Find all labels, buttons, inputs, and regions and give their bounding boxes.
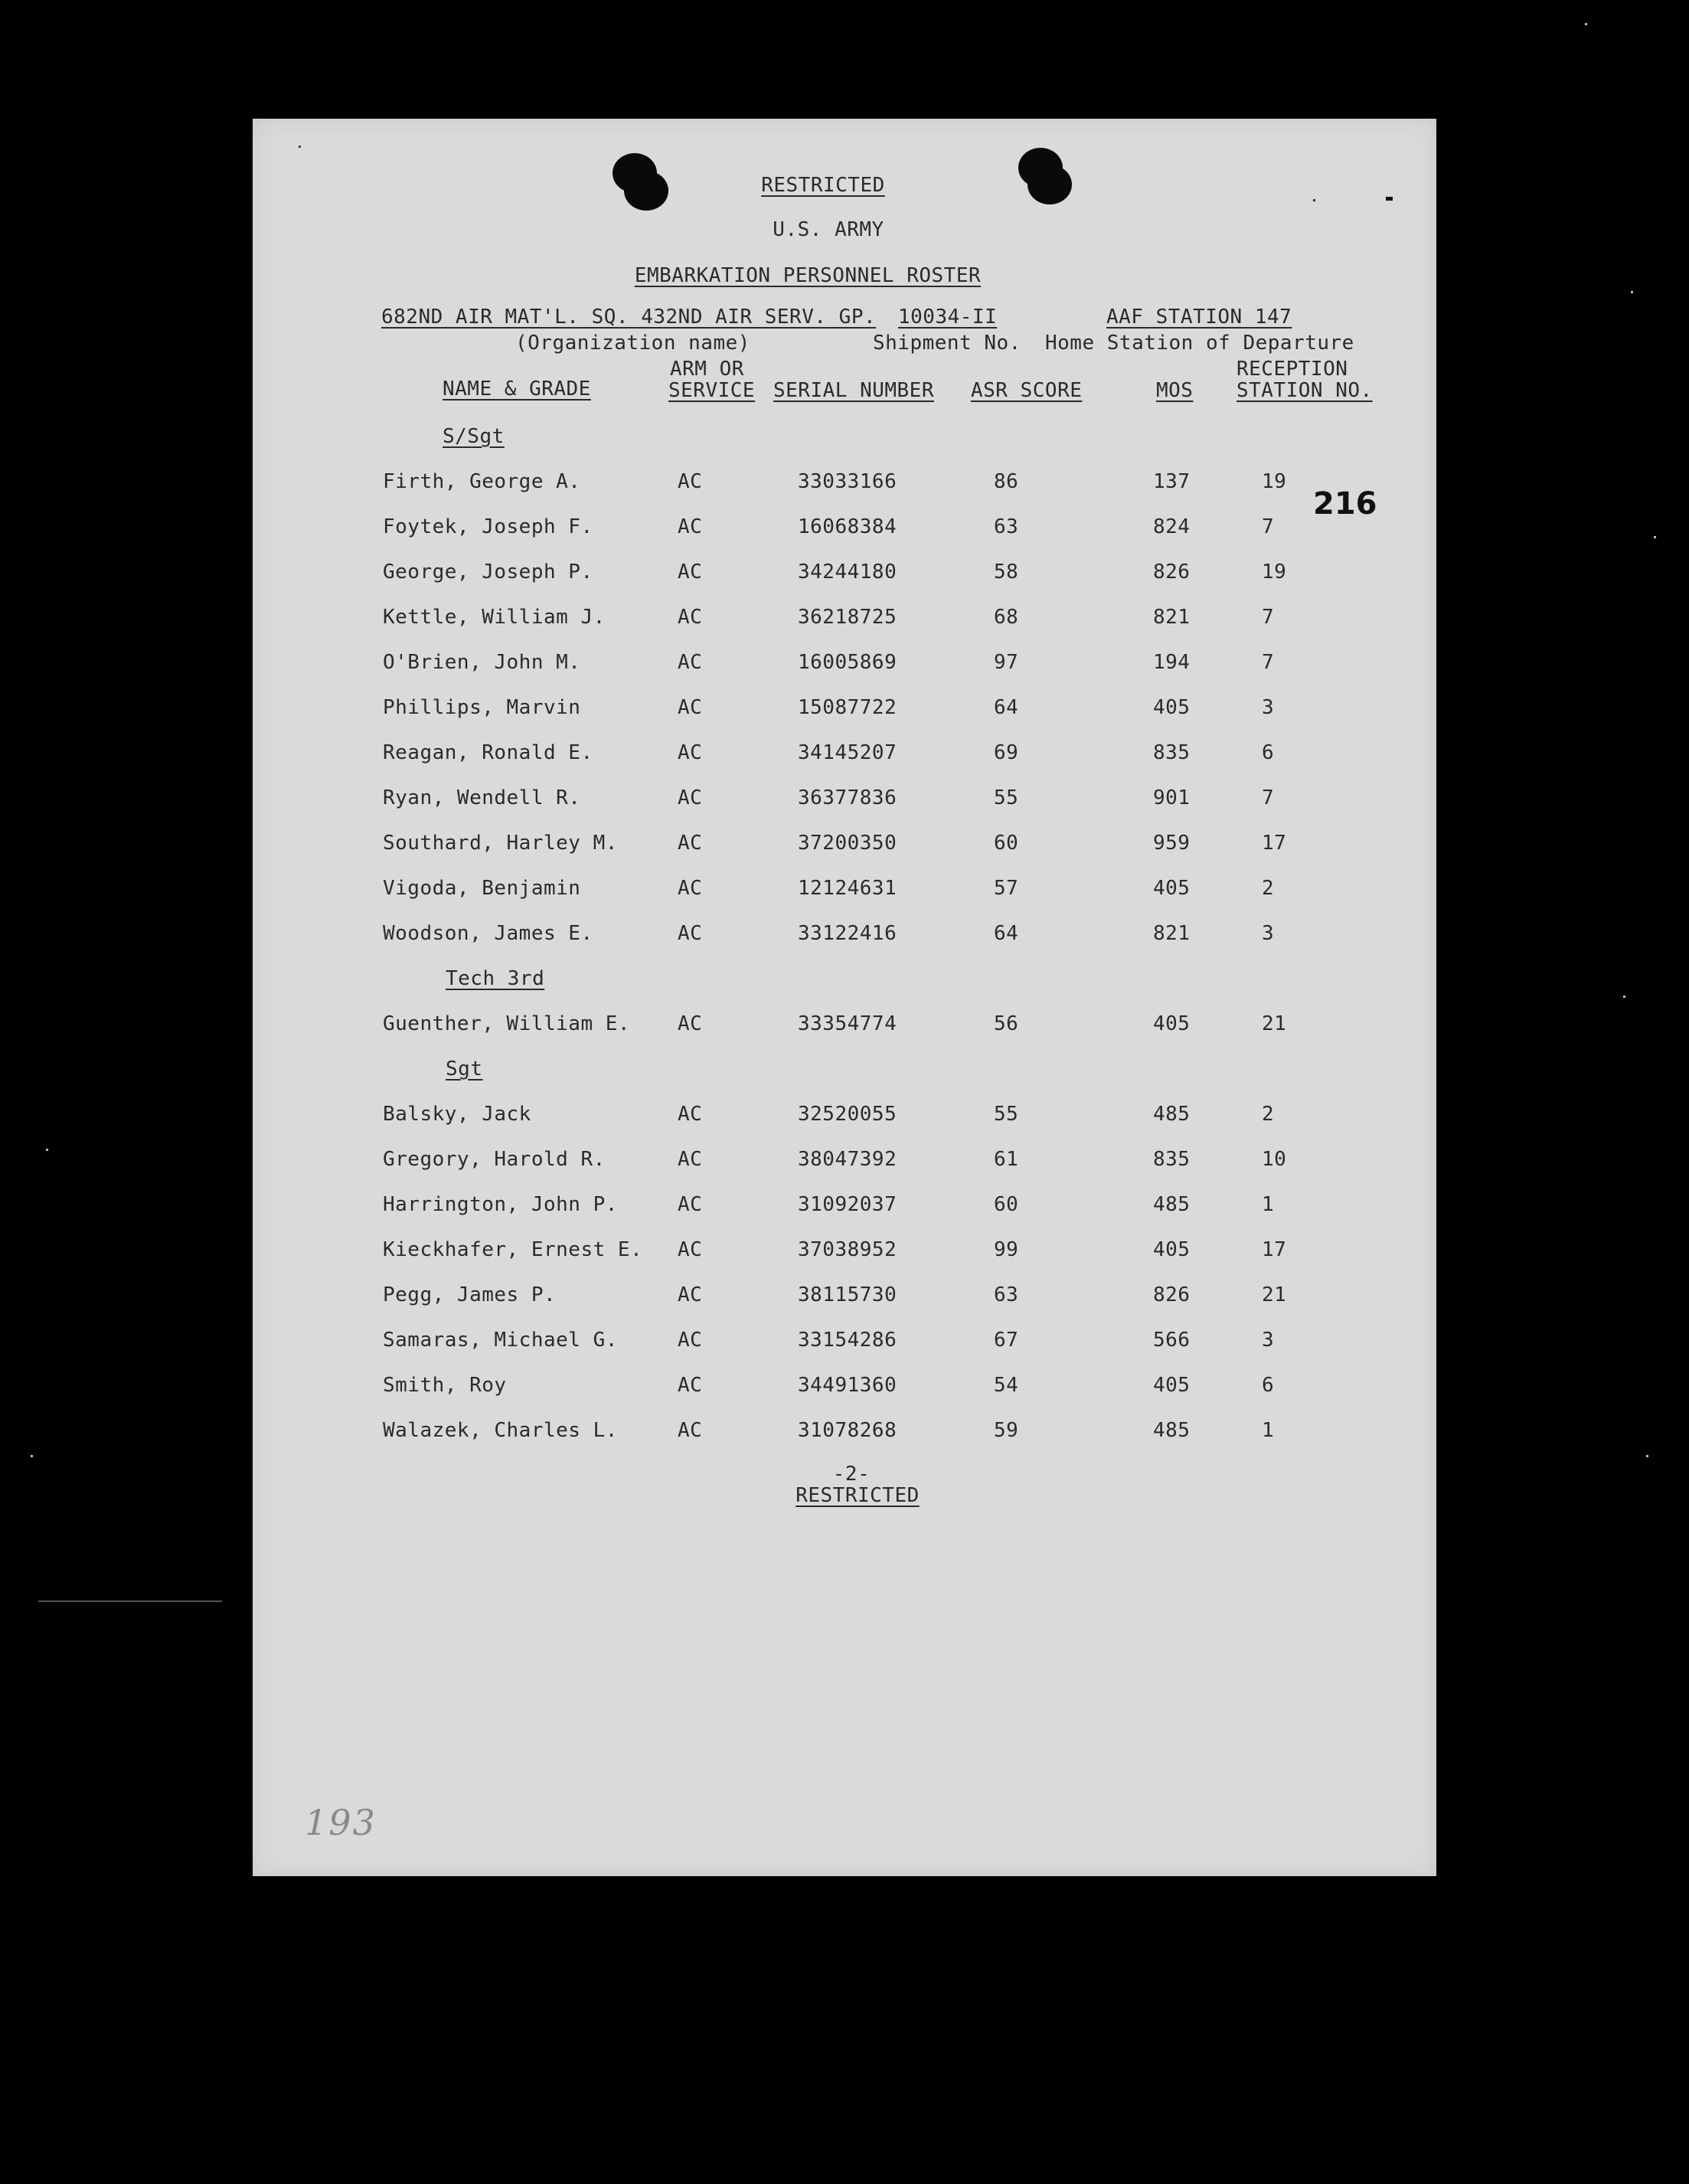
arm-or-service: AC <box>678 651 703 674</box>
mos-code: 821 <box>1153 606 1191 629</box>
arm-or-service: AC <box>678 922 703 945</box>
column-header-arm-bottom: SERVICE <box>668 379 756 402</box>
arm-or-service: AC <box>678 606 703 629</box>
asr-score: 97 <box>994 651 1019 674</box>
mos-code: 824 <box>1153 515 1191 538</box>
column-header-name: NAME & GRADE <box>443 378 591 401</box>
arm-or-service: AC <box>678 1238 703 1261</box>
asr-score: 64 <box>994 696 1019 719</box>
column-header-serial: SERIAL NUMBER <box>773 379 934 402</box>
mos-code: 194 <box>1153 651 1191 674</box>
person-name: Vigoda, Benjamin <box>383 877 581 900</box>
person-name: Smith, Roy <box>383 1374 507 1397</box>
asr-score: 63 <box>994 1283 1019 1306</box>
column-header-reception-top: RECEPTION <box>1237 358 1348 381</box>
background-speck <box>1646 1455 1648 1457</box>
arm-or-service: AC <box>678 786 703 809</box>
serial-number: 38115730 <box>798 1283 897 1306</box>
mos-code: 405 <box>1153 1238 1191 1261</box>
person-name: Kettle, William J. <box>383 606 606 629</box>
mos-code: 835 <box>1153 741 1191 764</box>
column-header-arm-top: ARM OR <box>670 358 744 381</box>
background-speck <box>1585 23 1587 25</box>
person-name: Reagan, Ronald E. <box>383 741 593 764</box>
column-header-asr: ASR SCORE <box>971 379 1083 402</box>
reception-station: 1 <box>1262 1193 1275 1216</box>
reception-station: 6 <box>1262 1374 1275 1397</box>
reception-station: 7 <box>1262 786 1275 809</box>
punch-hole-right <box>1027 165 1072 204</box>
reception-station: 21 <box>1262 1012 1287 1035</box>
asr-score: 55 <box>994 1103 1019 1126</box>
serial-number: 31078268 <box>798 1419 897 1442</box>
person-name: Harrington, John P. <box>383 1193 618 1216</box>
shipment-number: 10034-II <box>898 306 998 329</box>
asr-score: 54 <box>994 1374 1019 1397</box>
reception-station: 1 <box>1262 1419 1275 1442</box>
column-header-reception-bottom: STATION NO. <box>1237 379 1373 402</box>
document-title: EMBARKATION PERSONNEL ROSTER <box>634 264 982 287</box>
person-name: Gregory, Harold R. <box>383 1148 606 1171</box>
person-name: Pegg, James P. <box>383 1283 557 1306</box>
footer-restricted: RESTRICTED <box>795 1484 920 1507</box>
reception-station: 3 <box>1262 696 1275 719</box>
arm-or-service: AC <box>678 470 703 493</box>
person-name: Guenther, William E. <box>383 1012 631 1035</box>
home-station: AAF STATION 147 <box>1106 306 1292 329</box>
person-name: Walazek, Charles L. <box>383 1419 618 1442</box>
reception-station: 3 <box>1262 922 1275 945</box>
mos-code: 405 <box>1153 877 1191 900</box>
arm-or-service: AC <box>678 561 703 584</box>
serial-number: 38047392 <box>798 1148 897 1171</box>
punch-hole-left <box>624 171 668 211</box>
arm-or-service: AC <box>678 696 703 719</box>
arm-or-service: AC <box>678 1193 703 1216</box>
person-name: George, Joseph P. <box>383 561 593 584</box>
reception-station: 10 <box>1262 1148 1287 1171</box>
serial-number: 32520055 <box>798 1103 897 1126</box>
person-name: Phillips, Marvin <box>383 696 581 719</box>
column-header-mos: MOS <box>1156 379 1194 402</box>
reception-station: 19 <box>1262 470 1287 493</box>
page-speck <box>1386 197 1393 201</box>
serial-number: 33354774 <box>798 1012 897 1035</box>
background-speck <box>31 1455 33 1457</box>
asr-score: 59 <box>994 1419 1019 1442</box>
mos-code: 405 <box>1153 696 1191 719</box>
reception-station: 7 <box>1262 606 1275 629</box>
serial-number: 33033166 <box>798 470 897 493</box>
person-name: Foytek, Joseph F. <box>383 515 593 538</box>
reception-station: 17 <box>1262 1238 1287 1261</box>
header-restricted: RESTRICTED <box>761 174 885 197</box>
grade-heading: S/Sgt <box>443 425 505 448</box>
asr-score: 57 <box>994 877 1019 900</box>
person-name: Southard, Harley M. <box>383 832 618 855</box>
mos-code: 485 <box>1153 1193 1191 1216</box>
organization-label: (Organization name) <box>515 332 750 355</box>
arm-or-service: AC <box>678 1148 703 1171</box>
arm-or-service: AC <box>678 515 703 538</box>
background-speck <box>1631 291 1633 293</box>
arm-or-service: AC <box>678 877 703 900</box>
background-speck <box>1654 536 1656 538</box>
person-name: Woodson, James E. <box>383 922 593 945</box>
reception-station: 7 <box>1262 515 1275 538</box>
reception-station: 2 <box>1262 877 1275 900</box>
footer-page-number: -2- <box>832 1463 871 1486</box>
person-name: Balsky, Jack <box>383 1103 531 1126</box>
person-name: Firth, George A. <box>383 470 581 493</box>
arm-or-service: AC <box>678 832 703 855</box>
shipment-label: Shipment No. <box>873 332 1021 355</box>
home-station-label: Home Station of Departure <box>1045 332 1354 355</box>
mos-code: 485 <box>1153 1419 1191 1442</box>
mos-code: 959 <box>1153 832 1191 855</box>
mos-code: 137 <box>1153 470 1191 493</box>
reception-station: 7 <box>1262 651 1275 674</box>
asr-score: 69 <box>994 741 1019 764</box>
serial-number: 37200350 <box>798 832 897 855</box>
asr-score: 58 <box>994 561 1019 584</box>
background-speck <box>1623 996 1625 998</box>
asr-score: 86 <box>994 470 1019 493</box>
arm-or-service: AC <box>678 1329 703 1352</box>
page-speck <box>299 145 301 148</box>
serial-number: 34491360 <box>798 1374 897 1397</box>
mos-code: 826 <box>1153 1283 1191 1306</box>
asr-score: 55 <box>994 786 1019 809</box>
asr-score: 67 <box>994 1329 1019 1352</box>
arm-or-service: AC <box>678 1103 703 1126</box>
asr-score: 56 <box>994 1012 1019 1035</box>
person-name: O'Brien, John M. <box>383 651 581 674</box>
handwritten-number: 193 <box>305 1802 377 1843</box>
arm-or-service: AC <box>678 1283 703 1306</box>
mos-code: 485 <box>1153 1103 1191 1126</box>
person-name: Kieckhafer, Ernest E. <box>383 1238 643 1261</box>
serial-number: 36377836 <box>798 786 897 809</box>
serial-number: 34244180 <box>798 561 897 584</box>
asr-score: 64 <box>994 922 1019 945</box>
grade-heading: Tech 3rd <box>446 967 545 990</box>
mos-code: 826 <box>1153 561 1191 584</box>
background-speck <box>46 1149 48 1151</box>
serial-number: 16005869 <box>798 651 897 674</box>
organization-name: 682ND AIR MAT'L. SQ. 432ND AIR SERV. GP. <box>381 306 877 329</box>
serial-number: 37038952 <box>798 1238 897 1261</box>
page-speck <box>1313 199 1315 201</box>
mos-code: 566 <box>1153 1329 1191 1352</box>
serial-number: 16068384 <box>798 515 897 538</box>
mos-code: 405 <box>1153 1374 1191 1397</box>
serial-number: 15087722 <box>798 696 897 719</box>
person-name: Ryan, Wendell R. <box>383 786 581 809</box>
serial-number: 33154286 <box>798 1329 897 1352</box>
background-scan-line <box>38 1600 222 1602</box>
mos-code: 901 <box>1153 786 1191 809</box>
asr-score: 60 <box>994 832 1019 855</box>
mos-code: 835 <box>1153 1148 1191 1171</box>
asr-score: 60 <box>994 1193 1019 1216</box>
roster-page <box>253 119 1436 1876</box>
reception-station: 3 <box>1262 1329 1275 1352</box>
mos-code: 821 <box>1153 922 1191 945</box>
reception-station: 19 <box>1262 561 1287 584</box>
arm-or-service: AC <box>678 1374 703 1397</box>
reception-station: 21 <box>1262 1283 1287 1306</box>
serial-number: 33122416 <box>798 922 897 945</box>
asr-score: 68 <box>994 606 1019 629</box>
arm-or-service: AC <box>678 1419 703 1442</box>
mos-code: 405 <box>1153 1012 1191 1035</box>
reception-station: 2 <box>1262 1103 1275 1126</box>
asr-score: 99 <box>994 1238 1019 1261</box>
reception-station: 17 <box>1262 832 1287 855</box>
stamp-number: 216 <box>1313 486 1377 521</box>
asr-score: 61 <box>994 1148 1019 1171</box>
serial-number: 31092037 <box>798 1193 897 1216</box>
reception-station: 6 <box>1262 741 1275 764</box>
header-army: U.S. ARMY <box>773 218 884 241</box>
serial-number: 36218725 <box>798 606 897 629</box>
person-name: Samaras, Michael G. <box>383 1329 618 1352</box>
serial-number: 12124631 <box>798 877 897 900</box>
grade-heading: Sgt <box>446 1058 483 1081</box>
asr-score: 63 <box>994 515 1019 538</box>
arm-or-service: AC <box>678 741 703 764</box>
arm-or-service: AC <box>678 1012 703 1035</box>
serial-number: 34145207 <box>798 741 897 764</box>
